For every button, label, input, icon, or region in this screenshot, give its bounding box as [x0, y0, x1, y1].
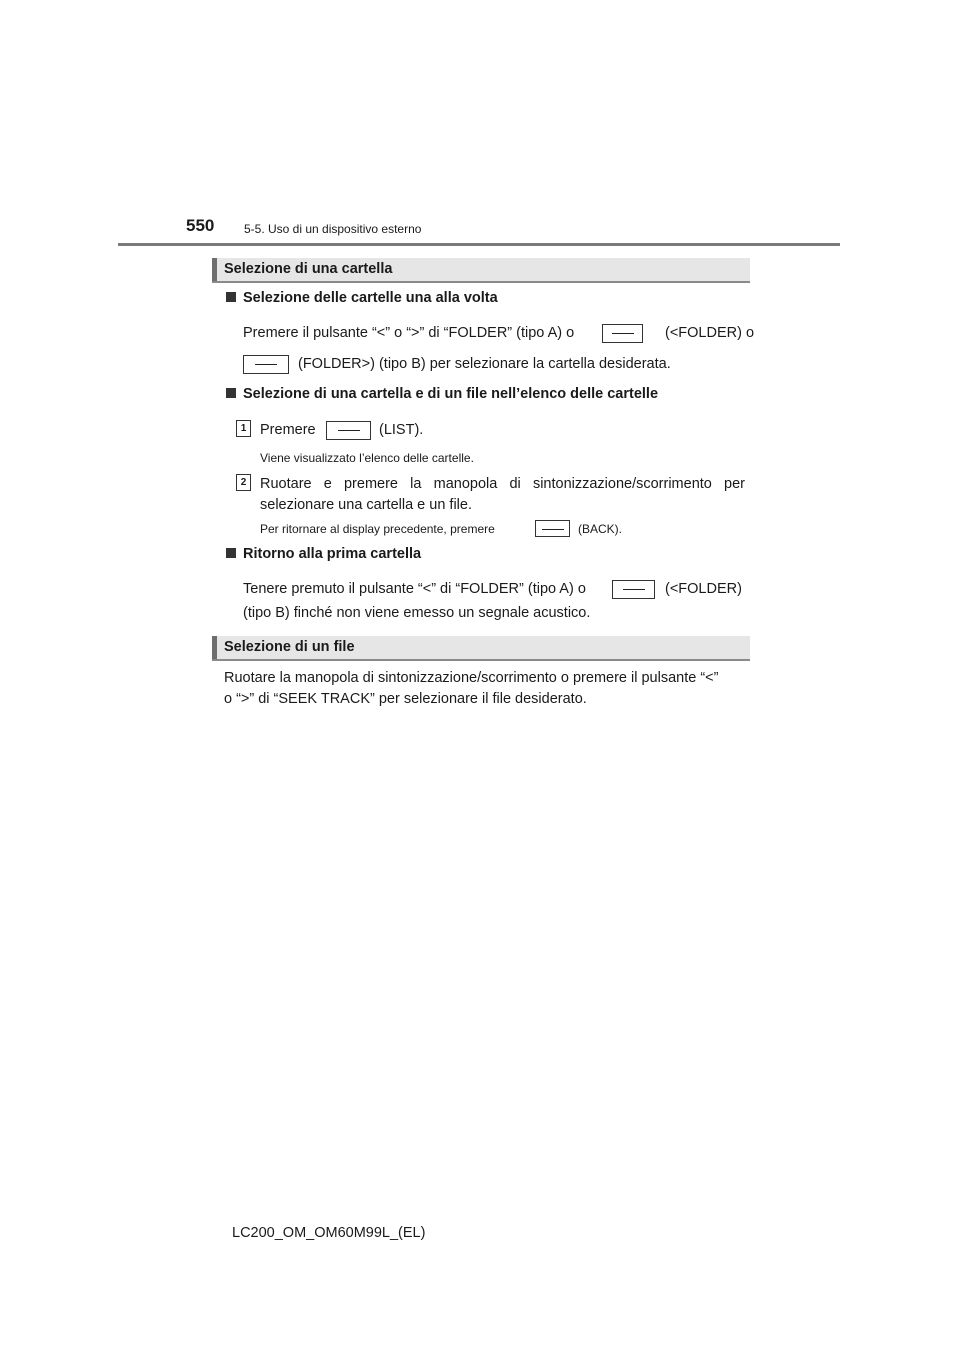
- instruction-text: Tenere premuto il pulsante “<” di “FOLDER” (tipo A) o: [243, 581, 586, 597]
- subheading-one-at-a-time: [226, 290, 498, 306]
- subheading-text: Selezione di una cartella e di un file nell’elenco delle cartelle: [243, 386, 659, 402]
- section-title: Selezione di una cartella: [224, 261, 393, 277]
- instruction-text: Premere il pulsante “<” o “>” di “FOLDER” (tipo A) o: [243, 325, 575, 341]
- header-rule: [118, 243, 840, 246]
- instruction-text: o “>” di “SEEK TRACK” per selezionare il file desiderato.: [224, 691, 587, 707]
- instruction-text: (<FOLDER): [665, 581, 742, 597]
- page-number: 550: [186, 216, 215, 235]
- section-title: Selezione di un file: [224, 639, 355, 655]
- square-bullet-icon: [226, 548, 236, 558]
- section-label: 5-5. Uso di un dispositivo esterno: [244, 222, 422, 236]
- instruction-text: selezionare una cartella e un file.: [260, 497, 472, 513]
- note-text: Per ritornare al display precedente, premere: [260, 522, 495, 536]
- subheading-text: Selezione delle cartelle una alla volta: [243, 290, 498, 306]
- instruction-text: (tipo B) finché non viene emesso un segnale acustico.: [243, 605, 591, 621]
- document-code: LC200_OM_OM60M99L_(EL): [232, 1225, 426, 1241]
- instruction-text: Ruotare la manopola di sintonizzazione/scorrimento o premere il pulsante “<”: [224, 670, 719, 686]
- switch-icon: [612, 580, 655, 599]
- instruction-text: Ruotare e premere la manopola di sintonizzazione/scorrimento per: [260, 476, 745, 492]
- instruction-text: (LIST).: [379, 422, 424, 438]
- instruction-text: (FOLDER>) (tipo B) per selezionare la cartella desiderata.: [298, 356, 671, 372]
- note-text: (BACK).: [578, 522, 623, 536]
- section-title-bar-file: [212, 636, 750, 661]
- switch-icon: [326, 421, 371, 440]
- section-title-bar-folder: [212, 258, 750, 283]
- subheading-text: Ritorno alla prima cartella: [243, 546, 422, 562]
- switch-icon: [535, 520, 570, 537]
- subheading-return-first: [226, 546, 421, 562]
- instruction-text: Premere: [260, 422, 316, 438]
- step-number-1: 1: [236, 420, 251, 437]
- instruction-text: (<FOLDER) o: [665, 325, 755, 341]
- square-bullet-icon: [226, 292, 236, 302]
- square-bullet-icon: [226, 388, 236, 398]
- subheading-from-list: [226, 386, 658, 402]
- switch-icon: [602, 324, 643, 343]
- step-number-2: 2: [236, 474, 251, 491]
- note-text: Viene visualizzato l’elenco delle cartelle.: [260, 451, 474, 465]
- switch-icon: [243, 355, 289, 374]
